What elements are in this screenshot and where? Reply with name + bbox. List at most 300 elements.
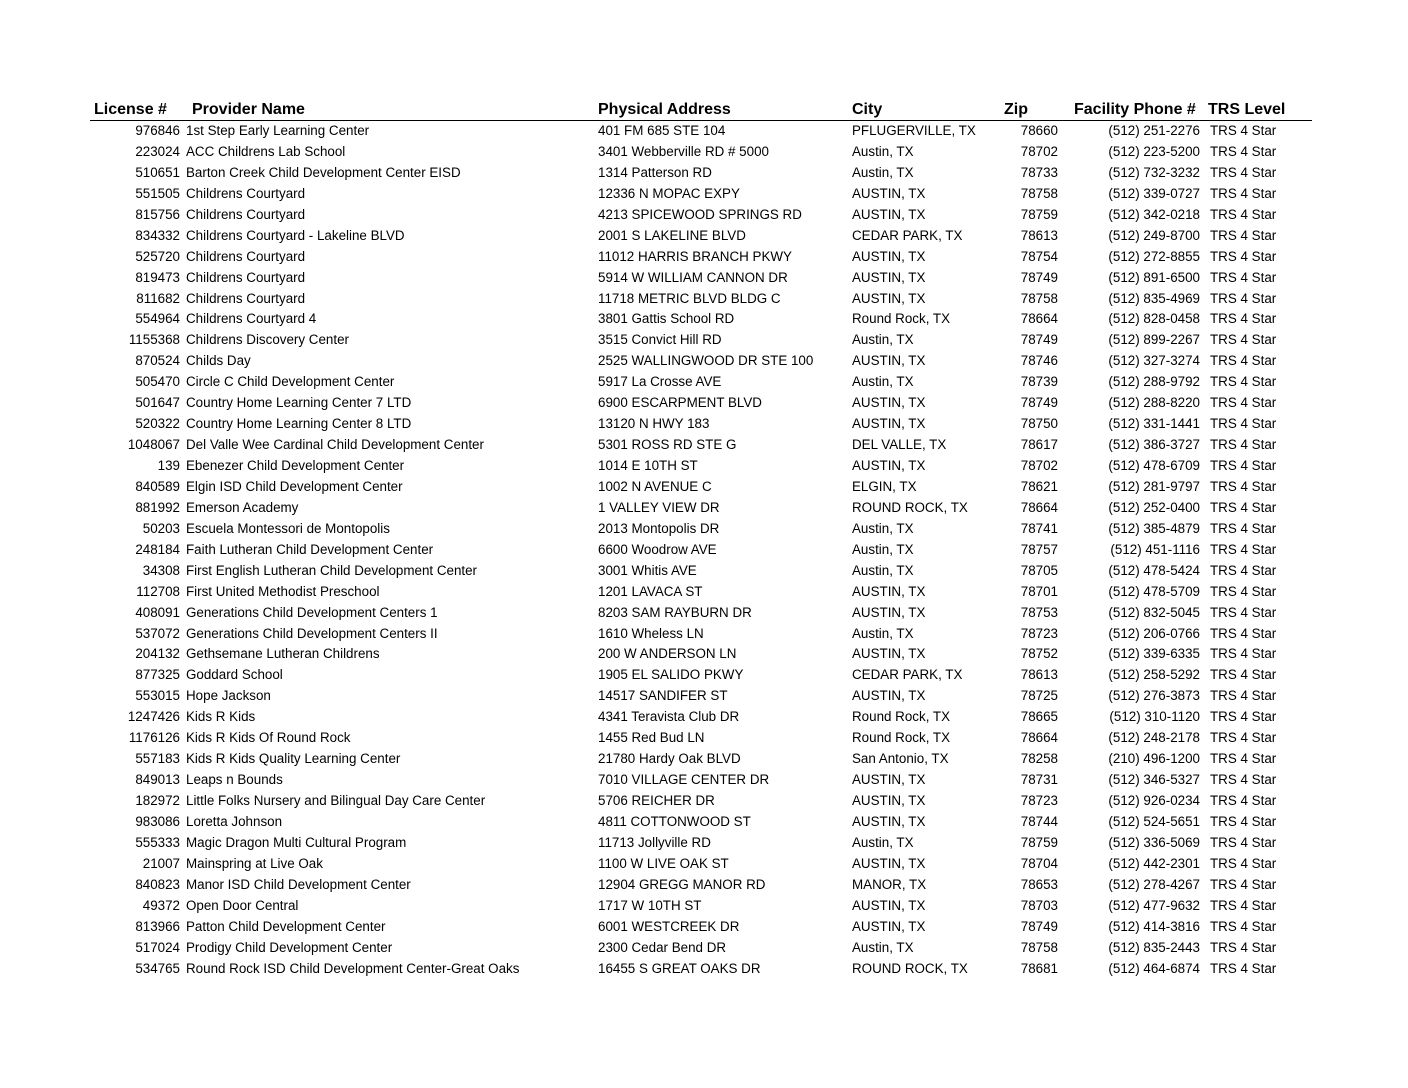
trs-level-cell: TRS 4 Star xyxy=(1210,855,1277,871)
provider-name-cell: Round Rock ISD Child Development Center-Great Oaks xyxy=(186,960,520,976)
address-cell: 1455 Red Bud LN xyxy=(598,730,705,746)
provider-name-cell: Faith Lutheran Child Development Center xyxy=(186,541,434,557)
trs-level-cell: TRS 4 Star xyxy=(1210,813,1277,829)
trs-level-cell: TRS 4 Star xyxy=(1210,772,1277,788)
provider-name-cell: Gethsemane Lutheran Childrens xyxy=(186,646,380,662)
zip-cell: 78723 xyxy=(1020,625,1058,641)
provider-name-cell: Generations Child Development Centers 1 xyxy=(186,604,438,620)
provider-name-cell: Childrens Courtyard xyxy=(186,206,306,222)
table-row xyxy=(90,959,1312,980)
phone-cell: (512) 835-4969 xyxy=(1108,290,1200,306)
zip-cell: 78750 xyxy=(1020,416,1058,432)
phone-cell: (512) 451-1116 xyxy=(1110,541,1200,557)
provider-name-cell: Goddard School xyxy=(186,667,283,683)
zip-cell: 78754 xyxy=(1020,248,1058,264)
zip-cell: 78705 xyxy=(1020,562,1058,578)
provider-name-cell: 1st Step Early Learning Center xyxy=(186,123,370,138)
address-cell: 16455 S GREAT OAKS DR xyxy=(598,960,761,976)
table-row xyxy=(90,540,1312,561)
provider-table xyxy=(90,97,1312,979)
table-row xyxy=(90,582,1312,603)
city-cell: Austin, TX xyxy=(852,834,914,850)
column-header-provider-name: Provider Name xyxy=(186,97,598,121)
zip-cell: 78731 xyxy=(1020,772,1058,788)
city-cell: AUSTIN, TX xyxy=(852,290,926,306)
zip-cell: 78704 xyxy=(1020,855,1058,871)
license-cell: 834332 xyxy=(135,227,180,243)
zip-cell: 78749 xyxy=(1020,918,1058,934)
provider-name-cell: Childrens Discovery Center xyxy=(186,332,349,348)
zip-cell: 78753 xyxy=(1020,604,1058,620)
zip-cell: 78664 xyxy=(1020,730,1058,746)
address-cell: 6001 WESTCREEK DR xyxy=(598,918,740,934)
address-cell: 5301 ROSS RD STE G xyxy=(598,437,737,453)
table-row xyxy=(90,812,1312,833)
phone-cell: (512) 385-4879 xyxy=(1108,520,1200,536)
phone-cell: (512) 478-6709 xyxy=(1108,458,1200,473)
zip-cell: 78681 xyxy=(1020,960,1058,976)
zip-cell: 78757 xyxy=(1020,541,1058,557)
trs-level-cell: TRS 4 Star xyxy=(1210,541,1277,557)
phone-cell: (512) 288-9792 xyxy=(1108,374,1200,390)
phone-cell: (512) 414-3816 xyxy=(1108,918,1200,934)
phone-cell: (512) 331-1441 xyxy=(1108,416,1200,432)
phone-cell: (512) 342-0218 xyxy=(1108,206,1200,222)
provider-name-cell: Patton Child Development Center xyxy=(186,918,386,934)
trs-level-cell: TRS 4 Star xyxy=(1210,939,1277,955)
city-cell: AUSTIN, TX xyxy=(852,269,926,285)
city-cell: AUSTIN, TX xyxy=(852,206,926,222)
city-cell: Austin, TX xyxy=(852,332,914,348)
provider-name-cell: Barton Creek Child Development Center EISD xyxy=(186,164,461,180)
zip-cell: 78741 xyxy=(1020,520,1058,536)
table-row xyxy=(90,603,1312,624)
license-cell: 1155368 xyxy=(128,332,180,348)
phone-cell: (512) 272-8855 xyxy=(1108,248,1200,264)
city-cell: AUSTIN, TX xyxy=(852,395,926,411)
trs-level-cell: TRS 4 Star xyxy=(1210,834,1277,850)
phone-cell: (512) 477-9632 xyxy=(1108,897,1200,913)
address-cell: 4213 SPICEWOOD SPRINGS RD xyxy=(598,206,802,222)
phone-cell: (512) 478-5709 xyxy=(1108,583,1200,599)
phone-cell: (512) 835-2443 xyxy=(1108,939,1200,955)
provider-name-cell: Loretta Johnson xyxy=(186,813,283,829)
trs-level-cell: TRS 4 Star xyxy=(1210,395,1277,411)
table-row xyxy=(90,770,1312,791)
zip-cell: 78613 xyxy=(1020,227,1058,243)
city-cell: Austin, TX xyxy=(852,939,914,955)
phone-cell: (512) 732-3232 xyxy=(1108,164,1200,180)
address-cell: 200 W ANDERSON LN xyxy=(598,646,737,662)
table-row xyxy=(90,519,1312,540)
license-cell: 557183 xyxy=(135,751,180,767)
phone-cell: (512) 891-6500 xyxy=(1108,269,1200,285)
provider-name-cell: Childrens Courtyard xyxy=(186,248,306,264)
address-cell: 6900 ESCARPMENT BLVD xyxy=(598,395,762,411)
provider-name-cell: Del Valle Wee Cardinal Child Development Center xyxy=(186,437,484,453)
zip-cell: 78758 xyxy=(1020,939,1058,955)
city-cell: AUSTIN, TX xyxy=(852,897,926,913)
address-cell: 12904 GREGG MANOR RD xyxy=(598,876,766,892)
city-cell: AUSTIN, TX xyxy=(852,772,926,788)
address-cell: 2300 Cedar Bend DR xyxy=(598,939,727,955)
provider-name-cell: Escuela Montessori de Montopolis xyxy=(186,520,390,536)
zip-cell: 78733 xyxy=(1020,164,1058,180)
phone-cell: (512) 258-5292 xyxy=(1108,667,1200,683)
table-row xyxy=(90,477,1312,498)
address-cell: 1002 N AVENUE C xyxy=(598,478,712,494)
table-row xyxy=(90,938,1312,959)
trs-level-cell: TRS 4 Star xyxy=(1210,290,1277,306)
table-row xyxy=(90,917,1312,938)
zip-cell: 78702 xyxy=(1020,143,1058,159)
license-cell: 525720 xyxy=(135,248,180,264)
trs-level-cell: TRS 4 Star xyxy=(1210,416,1277,432)
license-cell: 408091 xyxy=(135,604,180,620)
address-cell: 1201 LAVACA ST xyxy=(598,583,703,599)
zip-cell: 78758 xyxy=(1020,185,1058,201)
address-cell: 1 VALLEY VIEW DR xyxy=(598,499,720,515)
table-row xyxy=(90,498,1312,519)
table-body xyxy=(90,121,1312,980)
provider-name-cell: Kids R Kids Quality Learning Center xyxy=(186,751,401,767)
license-cell: 811682 xyxy=(136,290,180,306)
trs-level-cell: TRS 4 Star xyxy=(1210,478,1277,494)
license-cell: 840823 xyxy=(135,876,180,892)
table-row xyxy=(90,163,1312,184)
address-cell: 401 FM 685 STE 104 xyxy=(598,123,726,138)
provider-name-cell: Country Home Learning Center 7 LTD xyxy=(186,395,412,411)
city-cell: AUSTIN, TX xyxy=(852,918,926,934)
address-cell: 3515 Convict Hill RD xyxy=(598,332,722,348)
table-row xyxy=(90,665,1312,686)
trs-level-cell: TRS 4 Star xyxy=(1210,143,1277,159)
city-cell: CEDAR PARK, TX xyxy=(852,227,963,243)
address-cell: 21780 Hardy Oak BLVD xyxy=(598,751,741,767)
address-cell: 3001 Whitis AVE xyxy=(598,562,697,578)
address-cell: 2001 S LAKELINE BLVD xyxy=(598,227,746,243)
license-cell: 534765 xyxy=(135,960,180,976)
city-cell: PFLUGERVILLE, TX xyxy=(852,123,976,138)
trs-level-cell: TRS 4 Star xyxy=(1210,625,1277,641)
license-cell: 840589 xyxy=(135,478,180,494)
table-row xyxy=(90,896,1312,917)
license-cell: 204132 xyxy=(135,646,180,662)
phone-cell: (512) 828-0458 xyxy=(1108,311,1200,327)
phone-cell: (512) 223-5200 xyxy=(1108,143,1200,159)
zip-cell: 78749 xyxy=(1020,395,1058,411)
license-cell: 520322 xyxy=(135,416,180,432)
trs-level-cell: TRS 4 Star xyxy=(1210,604,1277,620)
phone-cell: (512) 478-5424 xyxy=(1108,562,1200,578)
city-cell: AUSTIN, TX xyxy=(852,604,926,620)
zip-cell: 78703 xyxy=(1020,897,1058,913)
address-cell: 3801 Gattis School RD xyxy=(598,311,735,327)
provider-name-cell: Hope Jackson xyxy=(186,688,271,704)
column-header-physical-address: Physical Address xyxy=(598,97,852,121)
city-cell: AUSTIN, TX xyxy=(852,688,926,704)
city-cell: ROUND ROCK, TX xyxy=(852,960,968,976)
zip-cell: 78664 xyxy=(1020,311,1058,327)
table-row xyxy=(90,833,1312,854)
trs-level-cell: TRS 4 Star xyxy=(1210,185,1277,201)
trs-level-cell: TRS 4 Star xyxy=(1210,667,1277,683)
license-cell: 983086 xyxy=(135,813,180,829)
city-cell: San Antonio, TX xyxy=(852,751,949,767)
trs-level-cell: TRS 4 Star xyxy=(1210,751,1277,767)
address-cell: 1717 W 10TH ST xyxy=(598,897,702,913)
provider-name-cell: Circle C Child Development Center xyxy=(186,374,395,390)
zip-cell: 78759 xyxy=(1020,834,1058,850)
table-row xyxy=(90,121,1312,142)
column-header-trs-level: TRS Level xyxy=(1208,97,1312,121)
provider-name-cell: Childrens Courtyard - Lakeline BLVD xyxy=(186,227,405,243)
table-row xyxy=(90,142,1312,163)
trs-level-cell: TRS 4 Star xyxy=(1210,688,1277,704)
column-header-facility-phone: Facility Phone # xyxy=(1060,97,1208,121)
phone-cell: (210) 496-1200 xyxy=(1108,751,1200,767)
table-row xyxy=(90,854,1312,875)
trs-level-cell: TRS 4 Star xyxy=(1210,269,1277,285)
city-cell: AUSTIN, TX xyxy=(852,458,926,473)
table-row xyxy=(90,435,1312,456)
phone-cell: (512) 327-3274 xyxy=(1108,353,1200,369)
table-row xyxy=(90,707,1312,728)
provider-name-cell: Childrens Courtyard 4 xyxy=(186,311,317,327)
trs-level-cell: TRS 4 Star xyxy=(1210,520,1277,536)
address-cell: 11718 METRIC BLVD BLDG C xyxy=(598,290,781,306)
provider-name-cell: Prodigy Child Development Center xyxy=(186,939,393,955)
phone-cell: (512) 288-8220 xyxy=(1108,395,1200,411)
provider-name-cell: First United Methodist Preschool xyxy=(186,583,380,599)
city-cell: Round Rock, TX xyxy=(852,709,950,725)
address-cell: 6600 Woodrow AVE xyxy=(598,541,717,557)
zip-cell: 78665 xyxy=(1020,709,1058,725)
zip-cell: 78739 xyxy=(1020,374,1058,390)
provider-name-cell: Leaps n Bounds xyxy=(186,772,283,788)
address-cell: 2013 Montopolis DR xyxy=(598,520,720,536)
phone-cell: (512) 386-3727 xyxy=(1108,437,1200,453)
phone-cell: (512) 336-5069 xyxy=(1108,834,1200,850)
zip-cell: 78613 xyxy=(1020,667,1058,683)
zip-cell: 78746 xyxy=(1020,353,1058,369)
license-cell: 870524 xyxy=(135,353,180,369)
zip-cell: 78725 xyxy=(1020,688,1058,704)
city-cell: AUSTIN, TX xyxy=(852,248,926,264)
zip-cell: 78621 xyxy=(1020,478,1058,494)
table-row xyxy=(90,268,1312,289)
license-cell: 849013 xyxy=(135,772,180,788)
trs-level-cell: TRS 4 Star xyxy=(1210,499,1277,515)
trs-level-cell: TRS 4 Star xyxy=(1210,730,1277,746)
table-row xyxy=(90,226,1312,247)
license-cell: 501647 xyxy=(135,395,180,411)
trs-level-cell: TRS 4 Star xyxy=(1210,311,1277,327)
city-cell: AUSTIN, TX xyxy=(852,793,926,808)
provider-name-cell: Generations Child Development Centers II xyxy=(186,625,438,641)
provider-name-cell: Childrens Courtyard xyxy=(186,290,306,306)
license-cell: 819473 xyxy=(135,269,180,285)
zip-cell: 78723 xyxy=(1020,793,1058,808)
phone-cell: (512) 442-2301 xyxy=(1108,855,1200,871)
address-cell: 12336 N MOPAC EXPY xyxy=(598,185,740,201)
city-cell: Austin, TX xyxy=(852,143,914,159)
table-row xyxy=(90,624,1312,645)
address-cell: 7010 VILLAGE CENTER DR xyxy=(598,772,770,788)
zip-cell: 78702 xyxy=(1020,458,1058,473)
license-cell: 112708 xyxy=(136,583,180,599)
zip-cell: 78759 xyxy=(1020,206,1058,222)
city-cell: AUSTIN, TX xyxy=(852,353,926,369)
trs-level-cell: TRS 4 Star xyxy=(1210,960,1277,976)
address-cell: 1314 Patterson RD xyxy=(598,164,712,180)
license-cell: 182972 xyxy=(135,793,180,808)
provider-name-cell: Open Door Central xyxy=(186,897,299,913)
license-cell: 49372 xyxy=(142,897,180,913)
provider-name-cell: First English Lutheran Child Development Center xyxy=(186,562,478,578)
trs-level-cell: TRS 4 Star xyxy=(1210,583,1277,599)
address-cell: 1905 EL SALIDO PKWY xyxy=(598,667,744,683)
license-cell: 1048067 xyxy=(127,437,180,453)
table-row xyxy=(90,414,1312,435)
phone-cell: (512) 464-6874 xyxy=(1108,960,1200,976)
city-cell: ELGIN, TX xyxy=(852,478,917,494)
license-cell: 551505 xyxy=(135,185,180,201)
provider-name-cell: Mainspring at Live Oak xyxy=(186,855,323,871)
table-row xyxy=(90,184,1312,205)
address-cell: 1610 Wheless LN xyxy=(598,625,704,641)
city-cell: AUSTIN, TX xyxy=(852,646,926,662)
phone-cell: (512) 346-5327 xyxy=(1108,772,1200,788)
phone-cell: (512) 278-4267 xyxy=(1108,876,1200,892)
table-row xyxy=(90,749,1312,770)
zip-cell: 78752 xyxy=(1020,646,1058,662)
zip-cell: 78701 xyxy=(1020,583,1058,599)
city-cell: AUSTIN, TX xyxy=(852,185,926,201)
license-cell: 34308 xyxy=(142,562,180,578)
zip-cell: 78258 xyxy=(1020,751,1058,767)
city-cell: AUSTIN, TX xyxy=(852,813,926,829)
trs-level-cell: TRS 4 Star xyxy=(1210,374,1277,390)
trs-level-cell: TRS 4 Star xyxy=(1210,458,1277,473)
phone-cell: (512) 310-1120 xyxy=(1109,709,1200,725)
license-cell: 223024 xyxy=(135,143,180,159)
table-row xyxy=(90,561,1312,582)
phone-cell: (512) 248-2178 xyxy=(1108,730,1200,746)
license-cell: 815756 xyxy=(135,206,180,222)
trs-level-cell: TRS 4 Star xyxy=(1210,248,1277,264)
address-cell: 2525 WALLINGWOOD DR STE 100 xyxy=(598,353,814,369)
table-row xyxy=(90,686,1312,707)
column-header-zip: Zip xyxy=(1004,97,1060,121)
city-cell: Austin, TX xyxy=(852,520,914,536)
address-cell: 11012 HARRIS BRANCH PKWY xyxy=(598,248,792,264)
phone-cell: (512) 249-8700 xyxy=(1108,227,1200,243)
trs-level-cell: TRS 4 Star xyxy=(1210,918,1277,934)
city-cell: AUSTIN, TX xyxy=(852,416,926,432)
trs-level-cell: TRS 4 Star xyxy=(1210,876,1277,892)
table-row xyxy=(90,791,1312,812)
address-cell: 5914 W WILLIAM CANNON DR xyxy=(598,269,788,285)
zip-cell: 78749 xyxy=(1020,332,1058,348)
license-cell: 510651 xyxy=(135,164,180,180)
trs-level-cell: TRS 4 Star xyxy=(1210,227,1277,243)
table-row xyxy=(90,205,1312,226)
provider-name-cell: Childrens Courtyard xyxy=(186,269,306,285)
trs-level-cell: TRS 4 Star xyxy=(1210,164,1277,180)
header-row xyxy=(90,97,1312,121)
license-cell: 505470 xyxy=(135,374,180,390)
phone-cell: (512) 339-0727 xyxy=(1108,185,1200,201)
table-row xyxy=(90,393,1312,414)
license-cell: 21007 xyxy=(142,855,180,871)
address-cell: 5706 REICHER DR xyxy=(598,793,715,808)
address-cell: 3401 Webberville RD # 5000 xyxy=(598,143,769,159)
phone-cell: (512) 206-0766 xyxy=(1108,625,1200,641)
trs-level-cell: TRS 4 Star xyxy=(1210,353,1277,369)
address-cell: 14517 SANDIFER ST xyxy=(598,688,728,704)
city-cell: AUSTIN, TX xyxy=(852,583,926,599)
trs-level-cell: TRS 4 Star xyxy=(1210,562,1277,578)
column-header-city: City xyxy=(852,97,1004,121)
provider-name-cell: Manor ISD Child Development Center xyxy=(186,876,411,892)
phone-cell: (512) 251-2276 xyxy=(1108,123,1200,138)
phone-cell: (512) 276-3873 xyxy=(1108,688,1200,704)
license-cell: 554964 xyxy=(135,311,180,327)
address-cell: 4811 COTTONWOOD ST xyxy=(598,813,751,829)
zip-cell: 78744 xyxy=(1020,813,1058,829)
city-cell: ROUND ROCK, TX xyxy=(852,499,968,515)
provider-name-cell: Kids R Kids Of Round Rock xyxy=(186,730,351,746)
provider-name-cell: Childs Day xyxy=(186,353,251,369)
table-row xyxy=(90,247,1312,268)
table-row xyxy=(90,309,1312,330)
license-cell: 248184 xyxy=(135,541,180,557)
city-cell: Austin, TX xyxy=(852,374,914,390)
phone-cell: (512) 926-0234 xyxy=(1108,793,1200,808)
license-cell: 553015 xyxy=(135,688,180,704)
address-cell: 4341 Teravista Club DR xyxy=(598,709,740,725)
license-cell: 976846 xyxy=(135,123,180,138)
license-cell: 881992 xyxy=(135,499,180,515)
provider-name-cell: Elgin ISD Child Development Center xyxy=(186,478,403,494)
city-cell: Austin, TX xyxy=(852,625,914,641)
address-cell: 1100 W LIVE OAK ST xyxy=(598,855,729,871)
phone-cell: (512) 281-9797 xyxy=(1108,478,1200,494)
license-cell: 1176126 xyxy=(128,730,180,746)
address-cell: 8203 SAM RAYBURN DR xyxy=(598,604,752,620)
trs-level-cell: TRS 4 Star xyxy=(1210,206,1277,222)
city-cell: Austin, TX xyxy=(852,164,914,180)
trs-level-cell: TRS 4 Star xyxy=(1210,437,1277,453)
provider-name-cell: ACC Childrens Lab School xyxy=(186,143,346,159)
license-cell: 537072 xyxy=(135,625,180,641)
license-cell: 877325 xyxy=(135,667,180,683)
license-cell: 813966 xyxy=(135,918,180,934)
city-cell: Round Rock, TX xyxy=(852,311,950,327)
column-header-license: License # xyxy=(90,97,186,121)
phone-cell: (512) 524-5651 xyxy=(1108,813,1200,829)
trs-level-cell: TRS 4 Star xyxy=(1210,709,1277,725)
zip-cell: 78749 xyxy=(1020,269,1058,285)
city-cell: Austin, TX xyxy=(852,562,914,578)
trs-level-cell: TRS 4 Star xyxy=(1210,332,1277,348)
table-row xyxy=(90,351,1312,372)
city-cell: Round Rock, TX xyxy=(852,730,950,746)
table-row xyxy=(90,644,1312,665)
phone-cell: (512) 339-6335 xyxy=(1108,646,1200,662)
table-row xyxy=(90,372,1312,393)
